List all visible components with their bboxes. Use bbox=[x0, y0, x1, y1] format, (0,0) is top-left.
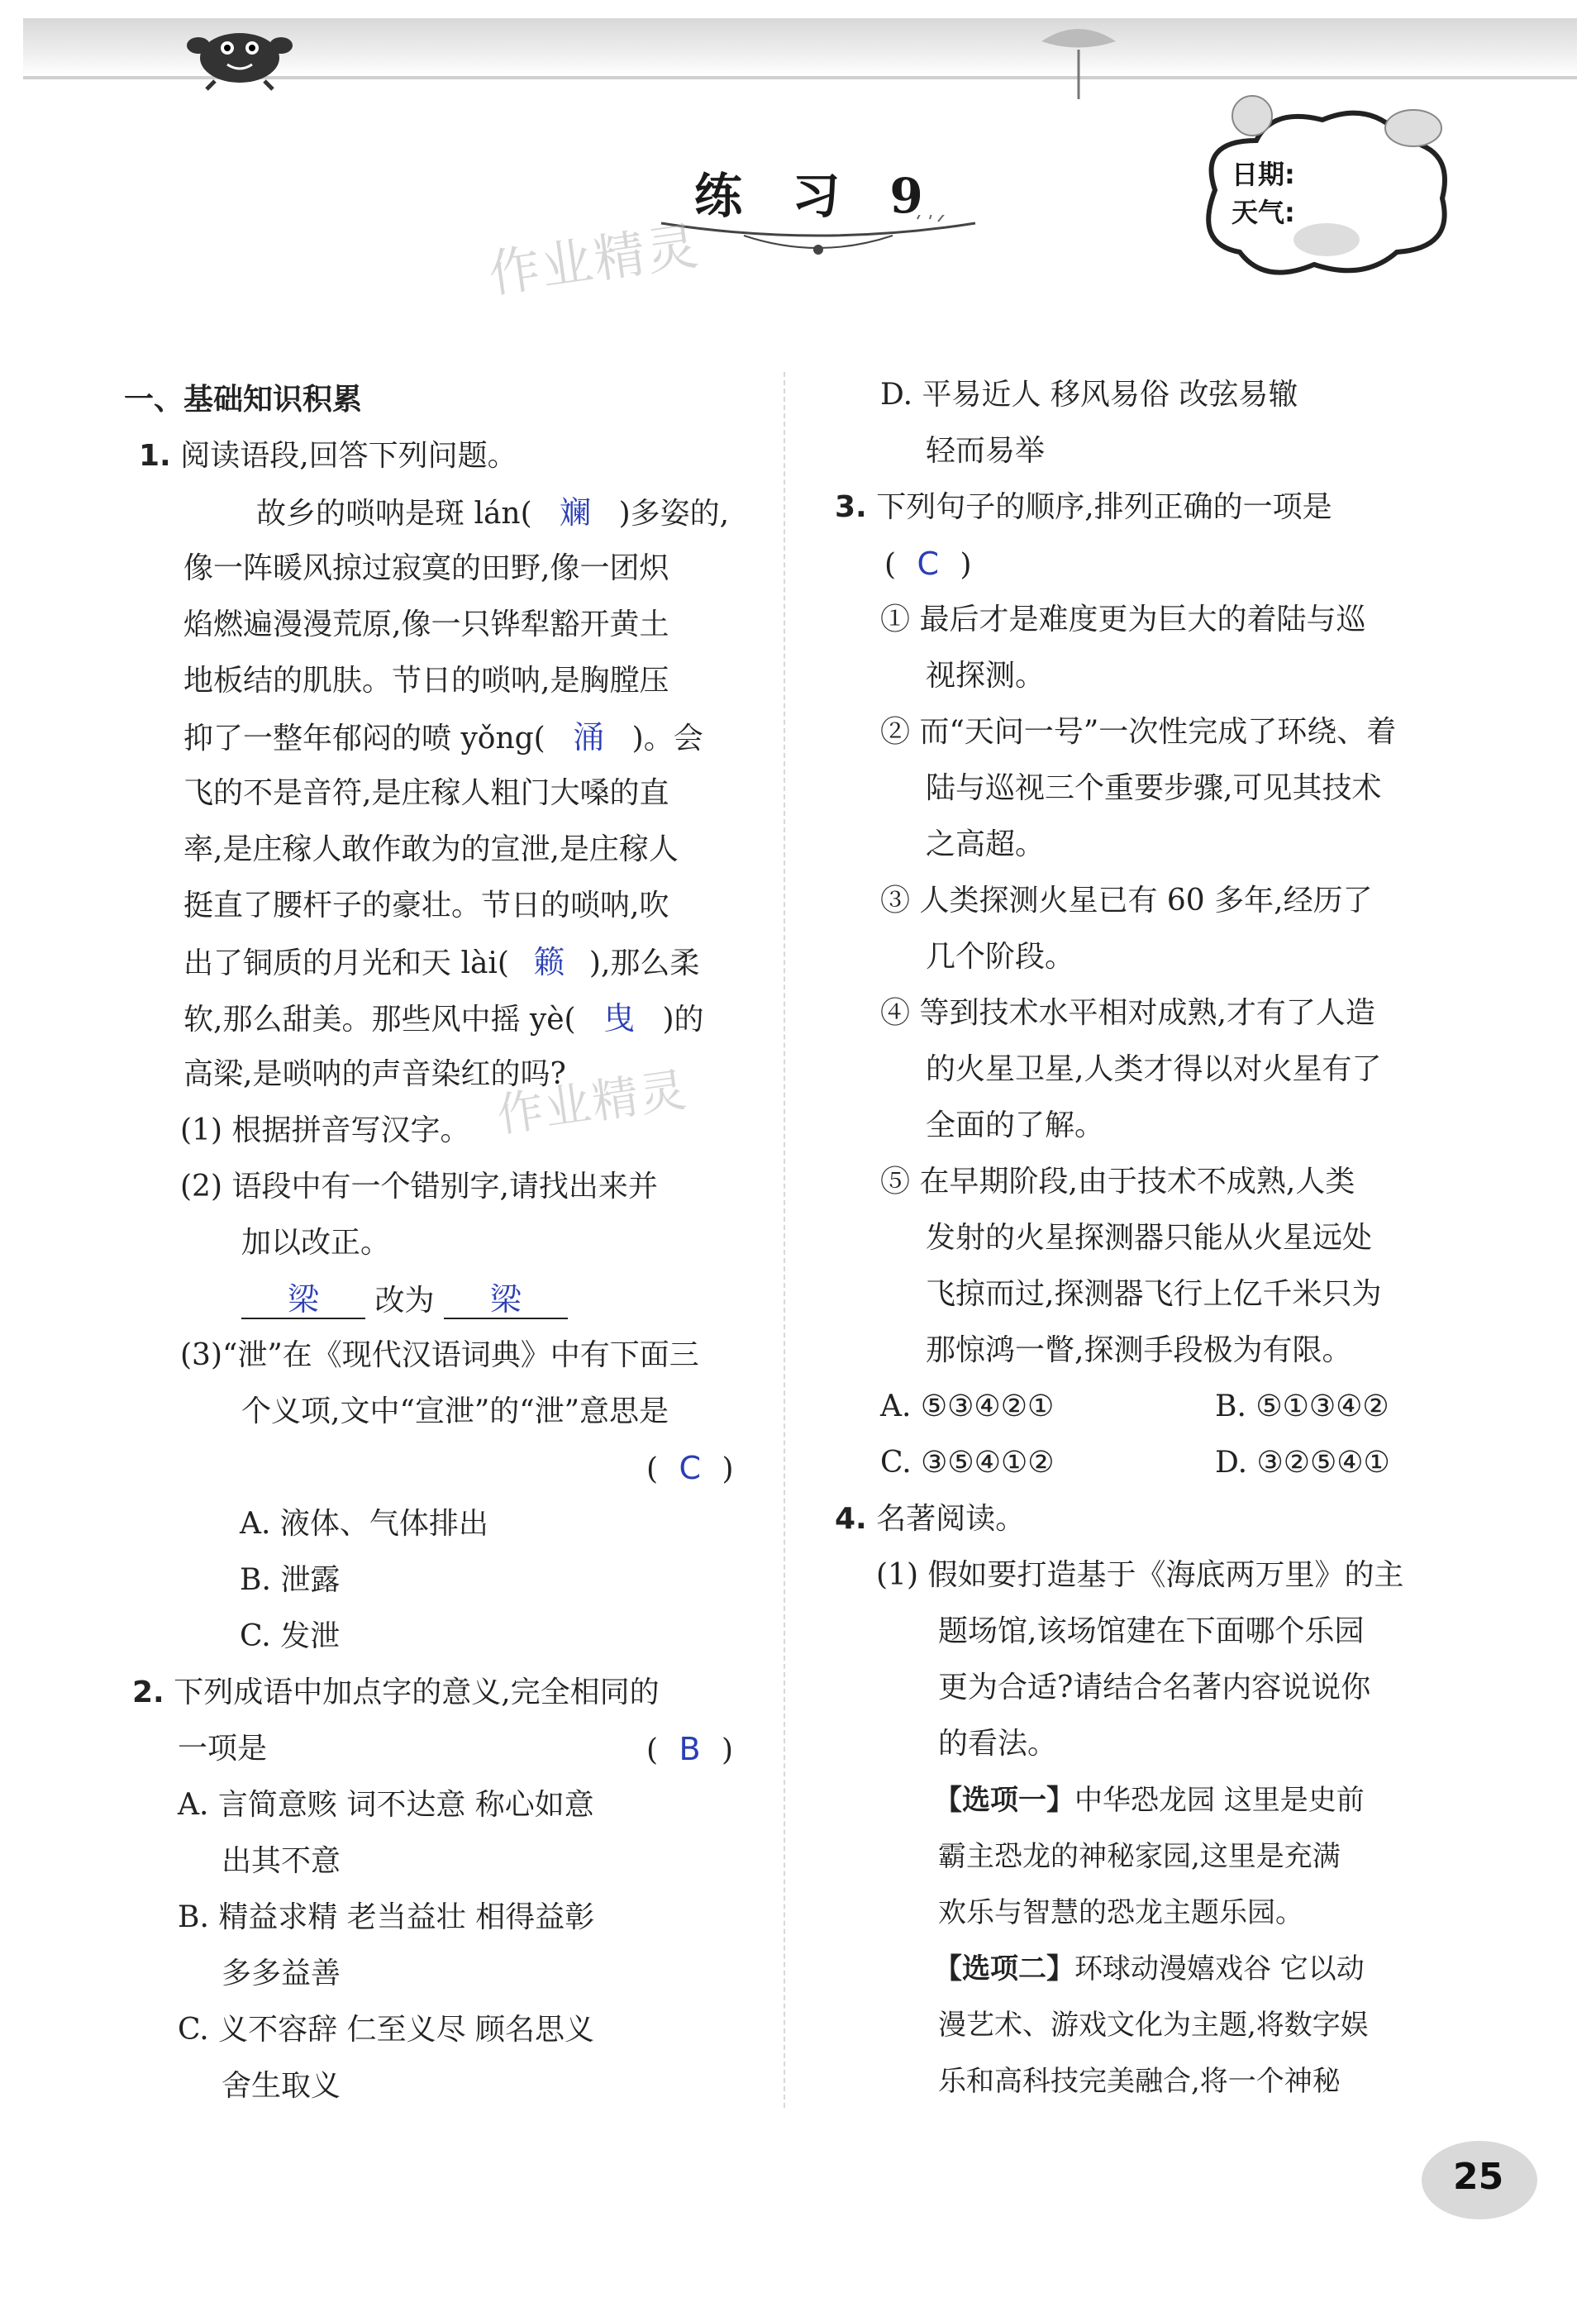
q3-item-5-cont: 发射的火星探测器只能从火星远处 bbox=[926, 1221, 1373, 1255]
q4-option2-cont: 漫艺术、游戏文化为主题,将数字娱 bbox=[938, 2009, 1369, 2042]
q1-sub3-answer bbox=[646, 1450, 734, 1488]
q2-option-d: D. 平易近人 移风易俗 改弦易辙 bbox=[880, 378, 1298, 412]
passage-line-10 bbox=[183, 1000, 704, 1038]
q3-item-4-cont2: 全面的了解。 bbox=[926, 1108, 1105, 1142]
q1-prompt-text: 阅读语段,回答下列问题。 bbox=[180, 439, 517, 473]
q4-option1-cont: 霸主恐龙的神秘家园,这里是充满 bbox=[938, 1840, 1341, 1873]
passage-text: 抑了一整年郁闷的喷 yǒng( bbox=[183, 722, 545, 756]
q3-item-5-cont3: 那惊鸿一瞥,探测手段极为有限。 bbox=[926, 1333, 1352, 1367]
q2-prompt-text: 下列成语中加点字的意义,完全相同的 bbox=[174, 1676, 660, 1709]
q1-sub2-answer bbox=[241, 1281, 568, 1319]
passage-line-4: 地板结的肌肤。节日的唢呐,是胸膛压 bbox=[183, 664, 669, 698]
passage-line-7: 率,是庄稼人敢作敢为的宣泄,是庄稼人 bbox=[183, 832, 679, 866]
paren-left: ( bbox=[884, 548, 897, 582]
passage-line-3: 焰燃遍漫漫荒原,像一只铧犁豁开黄土 bbox=[183, 608, 669, 641]
passage-text: 故乡的唢呐是斑 lán( bbox=[256, 497, 532, 531]
q2-option-c-cont: 舍生取义 bbox=[222, 2069, 341, 2103]
q1-sub3-b: 个义项,文中“宣泄”的“泄”意思是 bbox=[241, 1394, 669, 1428]
passage-tail: )。会 bbox=[631, 722, 703, 756]
passage-line-6: 飞的不是音符,是庄稼人粗门大嗓的直 bbox=[183, 776, 669, 810]
date-weather-cloud-icon bbox=[1182, 91, 1463, 289]
q1-option-c: C. 发泄 bbox=[240, 1619, 341, 1653]
q2-answer bbox=[646, 1731, 733, 1769]
q3-number: 3. bbox=[835, 490, 867, 524]
weather-label: 天气: bbox=[1232, 197, 1295, 228]
q3-item-2-cont: 陆与巡视三个重要步骤,可见其技术 bbox=[926, 771, 1382, 805]
passage-tail: ),那么柔 bbox=[588, 946, 700, 980]
q2-option-a-cont: 出其不意 bbox=[222, 1844, 341, 1878]
q2-option-a: A. 言简意赅 词不达意 称心如意 bbox=[178, 1788, 594, 1822]
wrong-char-blank: 梁 bbox=[241, 1281, 365, 1319]
q3-item-3-cont: 几个阶段。 bbox=[926, 940, 1075, 974]
q1-sub2-b: 加以改正。 bbox=[241, 1226, 391, 1260]
option1-label: 【选项一】 bbox=[934, 1784, 1074, 1817]
q4-option1-cont2: 欢乐与智慧的恐龙主题乐园。 bbox=[938, 1896, 1303, 1929]
q1-number: 1. bbox=[139, 439, 171, 473]
answer-ye: 曳 bbox=[603, 1000, 636, 1037]
q3-item-4-cont: 的火星卫星,人类才得以对火星有了 bbox=[926, 1052, 1382, 1086]
q1-sub3-a: (3)“泄”在《现代汉语词典》中有下面三 bbox=[180, 1338, 699, 1372]
paren-left: ( bbox=[646, 1452, 659, 1486]
passage-line-9 bbox=[183, 944, 699, 982]
q2-number: 2. bbox=[132, 1676, 164, 1709]
watermark-text: 作业精灵 bbox=[484, 215, 703, 305]
paren-right: ) bbox=[722, 1733, 734, 1767]
q3-item-1-cont: 视探测。 bbox=[926, 659, 1046, 693]
answer-lan: 斓 bbox=[560, 494, 592, 531]
q3-item-3: ③ 人类探测火星已有 60 多年,经历了 bbox=[880, 884, 1373, 918]
option2-label: 【选项二】 bbox=[934, 1952, 1074, 1985]
q4-number: 4. bbox=[835, 1502, 867, 1536]
q3-answer bbox=[884, 546, 972, 584]
q3-item-5-cont2: 飞掠而过,探测器飞行上亿千米只为 bbox=[926, 1277, 1382, 1311]
q1-option-a: A. 液体、气体排出 bbox=[240, 1507, 488, 1541]
answer-lai: 籁 bbox=[533, 944, 565, 980]
q1-option-b: B. 泄露 bbox=[240, 1563, 341, 1597]
q1-sub3-answer-letter: C bbox=[679, 1450, 702, 1486]
q2-option-c: C. 义不容辞 仁至义尽 顾名思义 bbox=[178, 2013, 595, 2047]
q3-answer-letter: C bbox=[917, 546, 940, 582]
crab-mascot-icon bbox=[182, 0, 298, 91]
paren-right: ) bbox=[722, 1452, 734, 1486]
q1-sub1: (1) 根据拼音写汉字。 bbox=[180, 1113, 470, 1147]
change-to-label: 改为 bbox=[374, 1284, 435, 1318]
q3-option-a: A. ⑤③④②① bbox=[880, 1390, 1055, 1423]
q4-sub1-line1: (1) 假如要打造基于《海底两万里》的主 bbox=[876, 1558, 1404, 1592]
q3-item-4: ④ 等到技术水平相对成熟,才有了人造 bbox=[880, 996, 1375, 1030]
passage-tail: )的 bbox=[662, 1003, 704, 1037]
page-number: 25 bbox=[1453, 2156, 1504, 2198]
section-heading: 一、基础知识积累 bbox=[124, 383, 363, 417]
paren-left: ( bbox=[646, 1733, 659, 1767]
date-label: 日期: bbox=[1232, 159, 1295, 190]
passage-line-1 bbox=[256, 494, 729, 532]
q3-item-2-cont2: 之高超。 bbox=[926, 827, 1046, 861]
lotus-leaf-icon bbox=[1033, 17, 1124, 99]
q3-prompt-text: 下列句子的顺序,排列正确的一项是 bbox=[876, 490, 1332, 524]
q2-prompt-a bbox=[132, 1675, 660, 1711]
q3-item-1: ① 最后才是难度更为巨大的着陆与巡 bbox=[880, 603, 1366, 636]
q1-sub2-a: (2) 语段中有一个错别字,请找出来并 bbox=[180, 1170, 658, 1204]
q4-option2 bbox=[934, 1951, 1365, 1987]
q1-prompt bbox=[139, 438, 517, 474]
passage-line-8: 挺直了腰杆子的豪壮。节日的唢呐,吹 bbox=[183, 889, 669, 922]
q4-prompt-text: 名著阅读。 bbox=[876, 1502, 1026, 1536]
q4-sub1-line4: 的看法。 bbox=[938, 1727, 1058, 1761]
q2-option-d-cont: 轻而易举 bbox=[926, 434, 1046, 468]
passage-line-2: 像一阵暖风掠过寂寞的田野,像一团炽 bbox=[183, 551, 669, 585]
q4-prompt bbox=[835, 1501, 1025, 1537]
q3-prompt bbox=[835, 489, 1332, 526]
q3-option-c: C. ③⑤④①② bbox=[880, 1446, 1055, 1480]
q4-sub1-line2: 题场馆,该场馆建在下面哪个乐园 bbox=[938, 1614, 1365, 1648]
paren-right: ) bbox=[960, 548, 972, 582]
q3-item-2: ② 而“天问一号”一次性完成了环绕、着 bbox=[880, 715, 1397, 749]
passage-line-5 bbox=[183, 719, 703, 757]
q3-option-b: B. ⑤①③④② bbox=[1215, 1390, 1389, 1423]
passage-text: 软,那么甜美。那些风中摇 yè( bbox=[183, 1003, 576, 1037]
passage-text: 出了铜质的月光和天 lài( bbox=[183, 946, 509, 980]
page-title: 练 习 9 bbox=[694, 168, 940, 224]
q2-prompt-b: 一项是 bbox=[178, 1732, 268, 1766]
passage-line-11: 高梁,是唢呐的声音染红的吗? bbox=[183, 1057, 566, 1091]
q4-sub1-line3: 更为合适?请结合名著内容说说你 bbox=[938, 1671, 1371, 1704]
q4-option1 bbox=[934, 1782, 1365, 1819]
passage-tail: )多姿的, bbox=[618, 497, 730, 531]
option2-text: 环球动漫嬉戏谷 它以动 bbox=[1074, 1952, 1365, 1985]
watermark-text-2: 作业精灵 bbox=[493, 1063, 692, 1143]
q3-option-d: D. ③②⑤④① bbox=[1215, 1446, 1390, 1480]
q4-option2-cont2: 乐和高科技完美融合,将一个神秘 bbox=[938, 2065, 1341, 2098]
option1-text: 中华恐龙园 这里是史前 bbox=[1074, 1784, 1365, 1817]
q2-answer-letter: B bbox=[679, 1731, 701, 1767]
answer-yong: 涌 bbox=[573, 719, 605, 756]
correct-char-blank: 梁 bbox=[444, 1281, 568, 1319]
q3-item-5: ⑤ 在早期阶段,由于技术不成熟,人类 bbox=[880, 1165, 1355, 1199]
column-divider bbox=[784, 372, 785, 2108]
q2-option-b-cont: 多多益善 bbox=[222, 1957, 341, 1990]
q2-option-b: B. 精益求精 老当益壮 相得益彰 bbox=[178, 1900, 595, 1934]
